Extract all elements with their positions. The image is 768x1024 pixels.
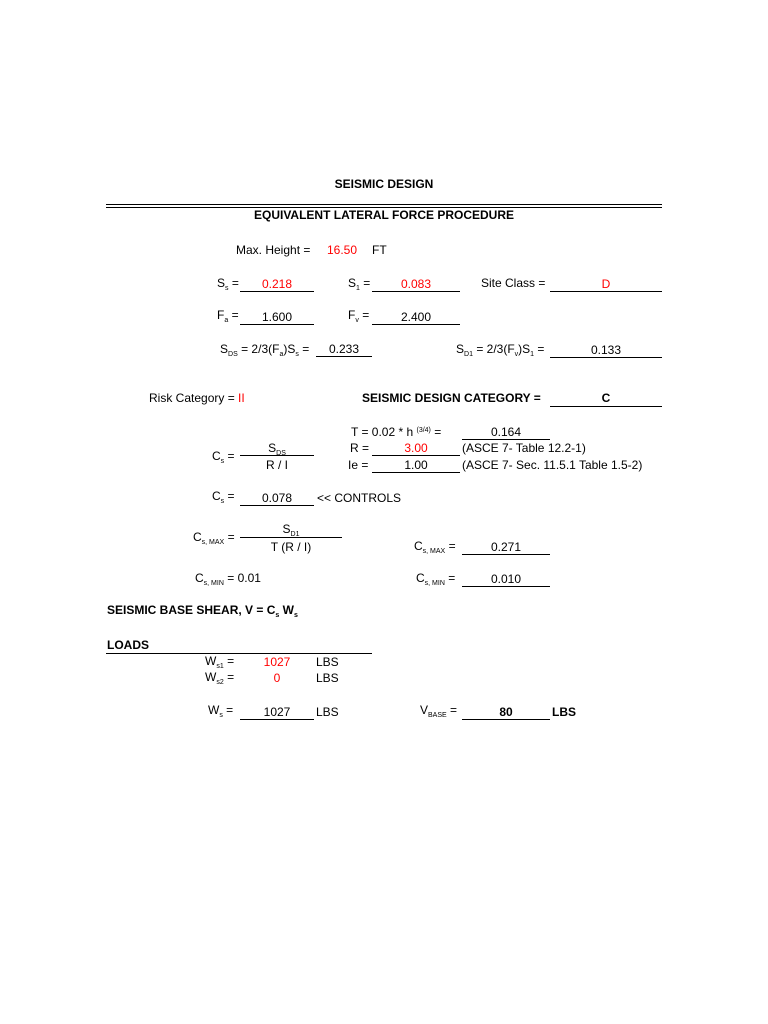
ws1-value[interactable]: 1027 bbox=[263, 655, 291, 669]
ws2-label: $W_{s2}$ = bbox=[205, 670, 235, 686]
ie-label: Ie = bbox=[348, 458, 369, 472]
cs-label: $C_s$ = bbox=[212, 489, 235, 505]
loads-heading: LOADS bbox=[107, 638, 149, 652]
cs-formula-numerator: $S_{DS}$ bbox=[268, 441, 286, 457]
vbase-label: $V_{BASE}$ = bbox=[420, 703, 458, 719]
period-underline bbox=[462, 439, 550, 440]
fv-value: 2.400 bbox=[400, 310, 432, 324]
csmax-underline bbox=[462, 554, 550, 555]
page-subtitle: EQUIVALENT LATERAL FORCE PROCEDURE bbox=[253, 208, 514, 222]
sdc-value: C bbox=[601, 391, 611, 405]
ws2-value[interactable]: 0 bbox=[273, 671, 281, 685]
fa-value: 1.600 bbox=[261, 310, 293, 324]
cs-formula-denominator: R / I bbox=[265, 458, 288, 472]
r-underline bbox=[372, 455, 460, 456]
risk-category-value[interactable]: II bbox=[238, 391, 245, 405]
sds-underline bbox=[316, 356, 372, 357]
csmax-formula-fraction-bar bbox=[240, 537, 342, 538]
csmin-formula-label: $C_{s, MIN} = 0.01$ bbox=[195, 571, 261, 587]
title-divider-top bbox=[106, 204, 662, 205]
page-title: SEISMIC DESIGN bbox=[334, 177, 434, 191]
csmax-formula-label: $C_{s, MAX}$ = bbox=[193, 530, 235, 546]
r-value[interactable]: 3.00 bbox=[404, 441, 428, 455]
cs-formula-fraction-bar bbox=[240, 455, 314, 456]
vbase-underline bbox=[462, 719, 550, 720]
max-height-value[interactable]: 16.50 bbox=[327, 243, 358, 257]
ie-underline bbox=[372, 472, 460, 473]
csmax-value: 0.271 bbox=[490, 540, 522, 554]
s1-label: $S_1$ = bbox=[348, 276, 371, 292]
sd1-label: $S_{D1} = 2/3(F_v)S_1$ = bbox=[456, 342, 545, 358]
fa-label: $F_a$ = bbox=[217, 308, 239, 324]
ws2-unit: LBS bbox=[316, 671, 339, 685]
s1-underline bbox=[372, 291, 460, 292]
ws-value: 1027 bbox=[263, 705, 291, 719]
fa-underline bbox=[240, 324, 314, 325]
r-note: (ASCE 7- Table 12.2-1) bbox=[462, 441, 586, 455]
csmin-underline bbox=[462, 586, 550, 587]
cs-underline bbox=[240, 505, 314, 506]
site-class-underline bbox=[550, 291, 662, 292]
csmin-label: $C_{s, MIN}$ = bbox=[416, 571, 456, 587]
cs-value: 0.078 bbox=[261, 491, 293, 505]
sdc-label: SEISMIC DESIGN CATEGORY = bbox=[362, 391, 541, 405]
risk-category-label: Risk Category = II bbox=[149, 391, 245, 405]
max-height-unit: FT bbox=[372, 243, 387, 257]
ws-underline bbox=[240, 719, 314, 720]
csmin-value: 0.010 bbox=[490, 572, 522, 586]
vbase-value: 80 bbox=[499, 705, 513, 719]
ss-label: $S_s$ = bbox=[217, 276, 239, 292]
sd1-underline bbox=[550, 357, 662, 358]
ws1-label: $W_{s1}$ = bbox=[205, 654, 235, 670]
csmax-formula-denominator: T (R / I) bbox=[270, 540, 312, 554]
cs-formula-label: $C_s$ = bbox=[212, 449, 235, 465]
period-label: T = 0.02 * h $^{(3/4)}$ = bbox=[351, 425, 442, 439]
ss-value[interactable]: 0.218 bbox=[261, 277, 293, 291]
sds-value: 0.233 bbox=[328, 342, 360, 356]
max-height-label: Max. Height = bbox=[236, 243, 311, 257]
base-shear-heading: SEISMIC BASE SHEAR, $V = C_s$ $W_s$ bbox=[107, 603, 298, 619]
fv-label: $F_v$ = bbox=[348, 308, 370, 324]
fv-underline bbox=[372, 324, 460, 325]
csmax-formula-numerator: $S_{D1}$ bbox=[282, 522, 300, 538]
ie-note: (ASCE 7- Sec. 11.5.1 Table 1.5-2) bbox=[462, 458, 643, 472]
sds-label: $S_{DS} = 2/3(F_a)S_s$ = bbox=[220, 342, 310, 358]
csmax-label: $C_{s, MAX}$ = bbox=[414, 539, 456, 555]
sd1-value: 0.133 bbox=[590, 343, 622, 357]
ws-unit: LBS bbox=[316, 705, 339, 719]
site-class-value[interactable]: D bbox=[601, 277, 611, 291]
loads-heading-underline bbox=[106, 653, 372, 654]
cs-controls-note: << CONTROLS bbox=[317, 491, 402, 505]
ie-value: 1.00 bbox=[404, 458, 428, 472]
s1-value[interactable]: 0.083 bbox=[400, 277, 432, 291]
ws-label: $W_s$ = bbox=[208, 703, 234, 719]
ss-underline bbox=[240, 291, 314, 292]
vbase-unit: LBS bbox=[552, 705, 576, 719]
ws1-unit: LBS bbox=[316, 655, 339, 669]
site-class-label: Site Class = bbox=[481, 276, 546, 290]
sdc-underline bbox=[550, 406, 662, 407]
period-value: 0.164 bbox=[490, 425, 522, 439]
r-label: R = bbox=[350, 441, 370, 455]
